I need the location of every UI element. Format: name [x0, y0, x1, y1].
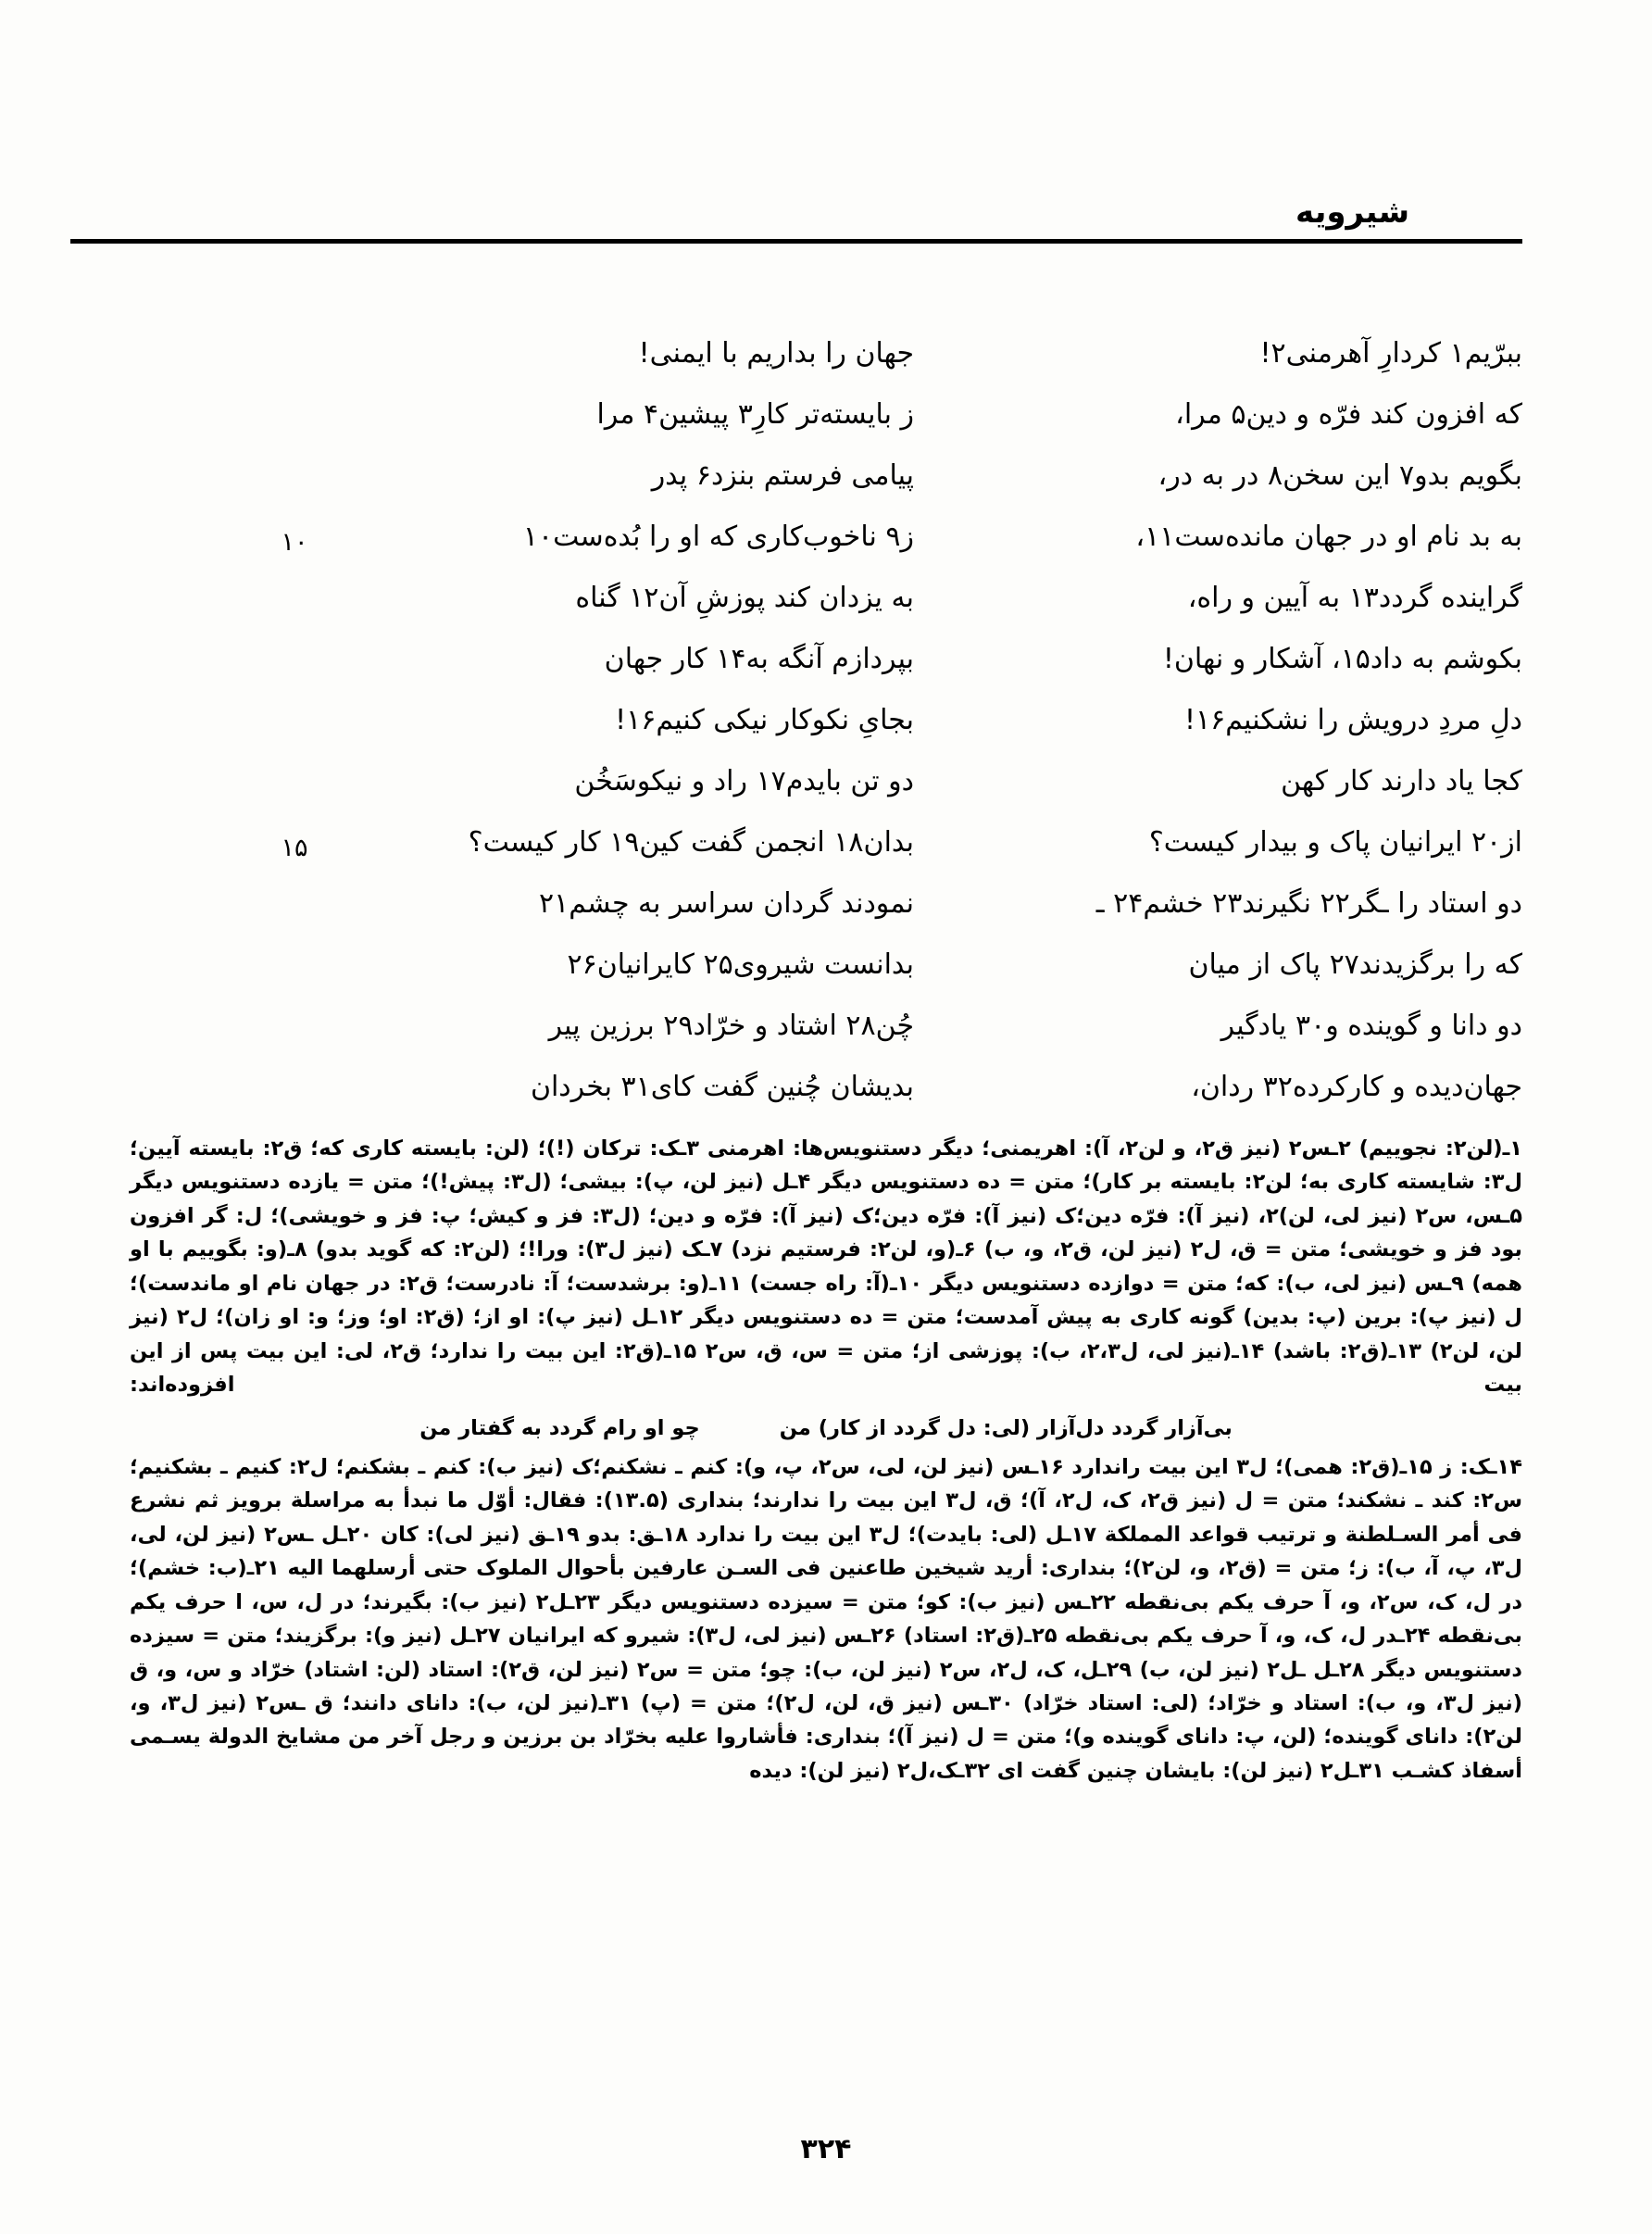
hemistich-left: دو استاد را ـگر۲۲ نگیرند۲۳ خشم۲۴ ـ: [1095, 887, 1522, 920]
hemistich-right: بدیشان چُنین گفت کای۳۱ بخردان: [530, 1071, 914, 1103]
apparatus-paragraph-1: ۱ـ(لن۲: نجوییم) ۲ـس۲ (نیز ق۲، و لن۲، آ): اهریمنی؛ دیگر دستنویس‌ها: اهرمنی ۳ـک: ترکان (!)؛ (لن: بایسته کاری که؛ ق۲: بایسته آیین؛ ل۳: شایسته کاری به؛ لن۲: بایسته بر کار)؛ متن = ده دستنویس دیگر ۴ـل (نیز لن، پ): بیشی؛ (ل۳: پیش!)؛ متن = یازده دستنویس دیگر ۵ـس، س۲ (نیز لی، لن)۲، (نیز آ): فرّه دین؛ک (نیز آ): فرّه دین؛ک (نیز آ): فرّه و دین؛ (ل۳: فز و کیش؛ پ: فز و خویشی)؛ ل: گر افزون بود فز و خویشی؛ متن = ق، ل۲ (نیز لن، ق۲، و، ب) ۶ـ(و، لن۲: فرستیم نزد) ۷ـک (نیز ل۳): ورا!؛ (لن۲: که گوید بدو) ۸ـ(و: بگوییم با او همه) ۹ـس (نیز لی، ب): که؛ متن = دوازده دستنویس دیگر ۱۰ـ(آ: راه جست) ۱۱ـ(و: برشدست؛ آ: نادرست؛ ق۲: در جهان نام او ماندست)؛ ل (نیز پ): برین (پ: بدین) گونه کاری به پیش آمدست؛ متن = ده دستنویس دیگر ۱۲ـل (نیز پ): او از؛ (ق۲: او؛ وز؛ و: او زان)؛ ل۲ (نیز لن، لن۲) ۱۳ـ(ق۲: باشد) ۱۴ـ(نیز لی، ل۲،۳، ب): پوزشی از؛ متن = س، ق، س۲ ۱۵ـ(ق۲: این بیت را ندارد؛ ق۲، لی: این بیت پس از این بیت افزوده‌اند:: [130, 1136, 1523, 1398]
hemistich-left: بگویم بدو۷ این سخن۸ در به در،: [1158, 459, 1522, 492]
hemistich-right: ز بایسته‌تر کارِ۳ پیشین۴ مرا: [596, 398, 914, 431]
hemistich-right: به یزدان کند پوزشِ آن۱۲ گناه: [575, 582, 914, 614]
verse-line: [130, 1060, 1522, 1121]
verse-line: [130, 937, 1522, 998]
hemistich-left: که افزون کند فرّه و دین۵ مرا،: [1175, 398, 1522, 431]
verse-line-number: [263, 571, 326, 591]
hemistich-right: دو تن بایدم۱۷ راد و نیکوسَخُن: [574, 765, 914, 797]
inset-verse-left: بی‌آزار گردد دل‌آزار (لی: دل گردد از کار) من: [779, 1415, 1233, 1440]
verse-line-number: [263, 998, 326, 1019]
hemistich-left: ببرّیم۱ کردارِ آهرمنی۲!: [1259, 337, 1522, 370]
hemistich-left: که را برگزیدند۲۷ پاک از میان: [1188, 948, 1522, 981]
verse-line: [130, 815, 1522, 876]
verse-line-number-10: ۱۰: [281, 528, 308, 557]
verse-line-number: [263, 387, 326, 408]
verse-line: [130, 509, 1522, 571]
hemistich-left: جهان‌دیده و کارکرده۳۲ ردان،: [1191, 1071, 1522, 1103]
verse-line: [130, 693, 1522, 754]
verse-line: [130, 876, 1522, 937]
verse-line-number: [263, 754, 326, 774]
hemistich-left: به بد نام او در جهان مانده‌ست۱۱،: [1135, 521, 1522, 553]
textual-apparatus: [130, 1132, 1522, 1788]
hemistich-right: بدان۱۸ انجمن گفت کین۱۹ کار کیست؟: [468, 826, 914, 859]
hemistich-right: جهان را بداریم با ایمنی!: [638, 337, 914, 370]
folio-number: ۳۲۴: [800, 2133, 852, 2165]
verse-line-number: [263, 937, 326, 958]
hemistich-right: بدانست شیروی۲۵ کایرانیان۲۶: [567, 948, 914, 981]
running-head-title: شیرویه: [1295, 194, 1409, 231]
hemistich-right: بجایِ نکوکار نیکی کنیم۱۶!: [615, 704, 914, 736]
verse-line: [130, 998, 1522, 1060]
verse-line: [130, 387, 1522, 448]
verse-line-number: [263, 1060, 326, 1080]
hemistich-right: ز۹ ناخوب‌کاری که او را بُده‌ست۱۰: [522, 521, 914, 553]
header-rule: [70, 239, 1522, 244]
verse-line: [130, 632, 1522, 693]
hemistich-left: از۲۰ ایرانیان پاک و بیدار کیست؟: [1148, 826, 1522, 859]
hemistich-left: دلِ مردِ درویش را نشکنیم۱۶!: [1183, 704, 1522, 736]
inset-verse-right: چو او رام گردد به گفتار من: [419, 1415, 700, 1440]
apparatus-inset-verse: [130, 1412, 1522, 1445]
verse-line: [130, 754, 1522, 815]
verse-line: [130, 448, 1522, 509]
verse-line-number-15: ۱۵: [281, 834, 308, 862]
verse-line-number: [263, 326, 326, 346]
hemistich-right: چُن۲۸ اشتاد و خرّاد۲۹ برزین پیر: [548, 1010, 914, 1042]
hemistich-right: بپردازم آنگه به۱۴ کار جهان: [604, 643, 914, 675]
hemistich-left: دو دانا و گوینده و۳۰ یادگیر: [1220, 1010, 1522, 1042]
verse-line-number: [263, 693, 326, 713]
hemistich-left: بکوشم به داد۱۵، آشکار و نهان!: [1162, 643, 1522, 675]
verse-line-number: [263, 448, 326, 469]
apparatus-paragraph-2: ۱۴ـک: ز ۱۵ـ(ق۲: همی)؛ ل۳ این بیت راندارد ۱۶ـس (نیز لن، لی، س۲، پ، و): کنم ـ نشکنم؛ک (نیز ب): کنم ـ بشکنم؛ ل۲: کنیم ـ بشکنیم؛ س۲: کند ـ نشکند؛ متن = ل (نیز ق۲، ک، ل۲، آ)؛ ق، ل۳ این بیت را ندارند؛ بنداری (۱۳.۵): فقال: أوّل ما نبدأ به مراسلة برویز ثم نشرع فی أمر السـلطنة و ترتیب قواعد المملکة ۱۷ـل (لی: بایدت)؛ ل۳ این بیت را ندارد ۱۸ـق: بدو ۱۹ـق (نیز لی): کان ۲۰ـل ـس۲ (نیز لن، لی، ل۳، پ، آ، ب): ز؛ متن = (ق۲، و، لن۲)؛ بنداری: أرید شیخین طاعنین فی السـن عارفین بأحوال الملوک حتی أرسلهما الیه ۲۱ـ(ب: خشم)؛ در ل، ک، س۲، و، آ حرف یکم بی‌نقطه ۲۲ـس (نیز ب): کو؛ متن = سیزده دستنویس دیگر ۲۳ـل۲ (نیز ب): بگیرند؛ در ل، س، ا حرف یکم بی‌نقطه ۲۴ـدر ل، ک، و، آ حرف یکم بی‌نقطه ۲۵ـ(ق۲: استاد) ۲۶ـس (نیز لی، ل۳): شیرو که ایرانیان ۲۷ـل (نیز و): برگزیند؛ متن = سیزده دستنویس دیگر ۲۸ـل ـل۲ (نیز لن، ب) ۲۹ـل، ک، ل۲، س۲ (نیز لن، ب): چو؛ متن = س۲ (نیز لن، ق۲): استاد (لن: اشتاد) خرّاد و س، و، ق (نیز ل۳، و، ب): استاد و خرّاد؛ (لی: استاد خرّاد) ۳۰ـس (نیز ق، لن، ل۲)؛ متن = (پ) ۳۱ـ(نیز لن، ب): دانای دانند؛ ق ـس۲ (نیز ل۳، و، لن۲): دانای گوینده؛ (لن، پ: دانای گوینده و)؛ متن = ل (نیز آ)؛ بنداری: فأشاروا علیه بخرّاد بن برزین و رجل آخر من مشایخ الدولة یسـمی أسفاذ کشـب ۳۱ـل۲ (نیز لن): بایشان چنین گفت ای ۳۲ـک،ل۲ (نیز لن): دیده: [130, 1454, 1523, 1783]
verse-block: [130, 326, 1522, 1121]
hemistich-left: کجا یاد دارند کار کهن: [1281, 765, 1522, 797]
verse-line: [130, 326, 1522, 387]
hemistich-right: پیامی فرستم بنزد۶ پدر: [651, 459, 914, 492]
verse-line-number: [263, 876, 326, 897]
verse-line-number: [263, 632, 326, 652]
running-head-area: [65, 196, 1522, 280]
hemistich-left: گراینده گردد۱۳ به آیین و راه،: [1187, 582, 1522, 614]
hemistich-right: نمودند گردان سراسر به چشم۲۱: [538, 887, 914, 920]
verse-line: [130, 571, 1522, 632]
